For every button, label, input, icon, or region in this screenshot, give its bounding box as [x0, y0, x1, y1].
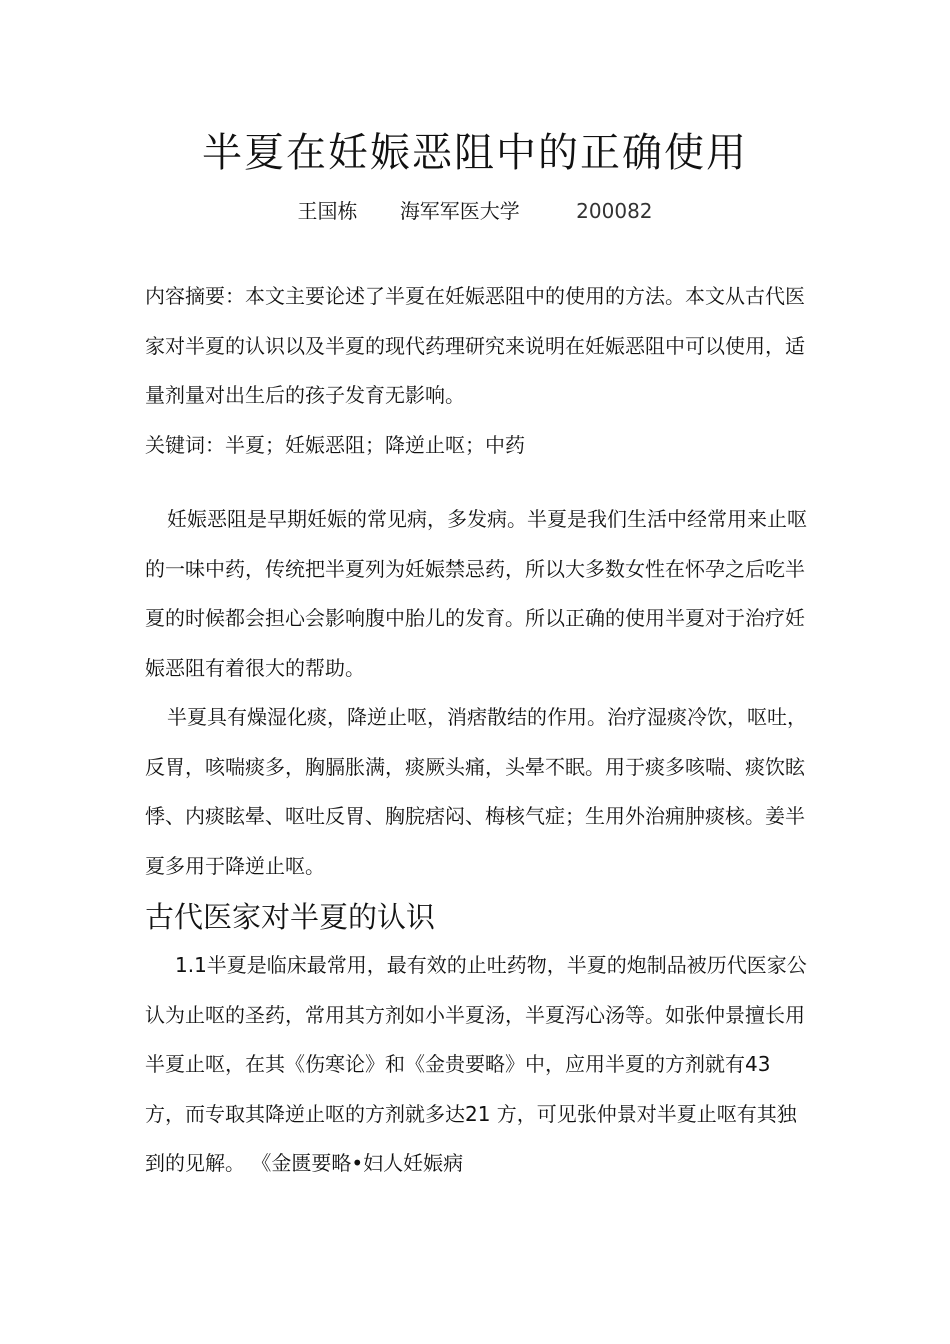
- author-name: 王国栋: [297, 199, 358, 223]
- body-paragraph-2: 半夏具有燥湿化痰，降逆止呕，消痞散结的作用。治疗湿痰冷饮，呕吐，反胃，咳喘痰多，胸膈胀满，痰厥头痛，头晕不眠。用于痰多咳喘、痰饮眩悸、内痰眩晕、呕吐反胃、胸脘痞闷、梅核气症；生用外治痈肿痰核。姜半夏多用于降逆止呕。: [145, 705, 807, 878]
- keywords: 关键词：半夏；妊娠恶阻；降逆止呕；中药: [145, 432, 525, 457]
- section-paragraph: 1.1半夏是临床最常用，最有效的止吐药物，半夏的炮制品被历代医家公认为止呕的圣药，常用其方剂如小半夏汤，半夏泻心汤等。如张仲景擅长用半夏止呕，在其《伤寒论》和《金贵要略》中，应用半夏的方剂就有43 方，而专取其降逆止呕的方剂就多达21 方，可见张仲景对半夏止呕有其独到的见解。 《金匮要略•妇人妊娠病: [145, 953, 807, 1175]
- body-paragraph-1: 妊娠恶阻是早期妊娠的常见病，多发病。半夏是我们生活中经常用来止呕的一味中药，传统把半夏列为妊娠禁忌药，所以大多数女性在怀孕之后吃半夏的时候都会担心会影响腹中胎儿的发育。所以正确的使用半夏对于治疗妊娠恶阻有着很大的帮助。: [145, 507, 807, 680]
- author-institution: 海军军医大学: [399, 199, 520, 223]
- section-heading: 古代医家对半夏的认识: [145, 900, 436, 934]
- paper-body: [145, 272, 810, 1189]
- postcode: 200082: [576, 199, 653, 223]
- paper-title: 半夏在妊娠恶阻中的正确使用: [202, 130, 748, 176]
- byline: [0, 196, 950, 226]
- abstract: 内容摘要：本文主要论述了半夏在妊娠恶阻中的使用的方法。本文从古代医家对半夏的认识以及半夏的现代药理研究来说明在妊娠恶阻中可以使用，适量剂量对出生后的孩子发育无影响。: [145, 284, 805, 407]
